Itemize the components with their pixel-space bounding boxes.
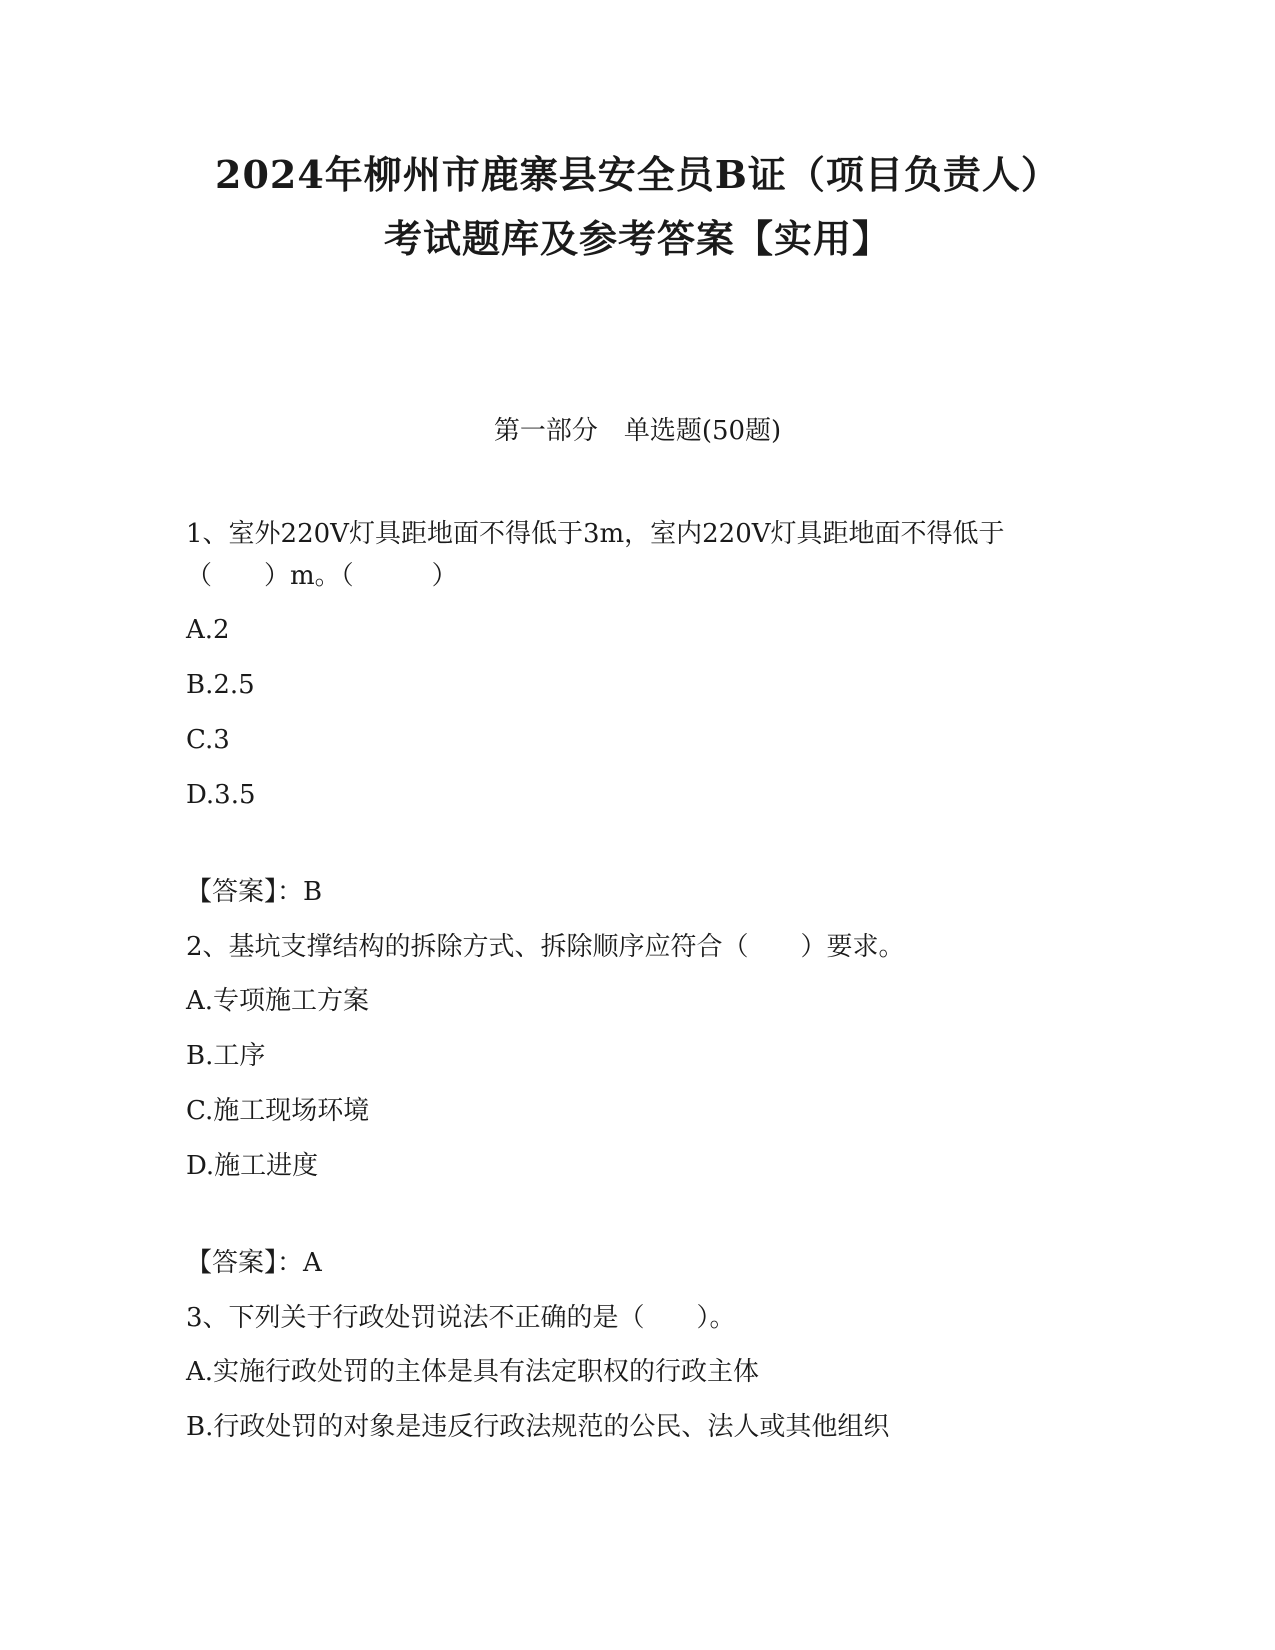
question-2-option-d: D.施工进度 xyxy=(186,1151,319,1181)
question-3-option-b: B.行政处罚的对象是违反行政法规范的公民、法人或其他组织 xyxy=(186,1412,890,1442)
question-3-option-a: A.实施行政处罚的主体是具有法定职权的行政主体 xyxy=(186,1357,760,1387)
question-2-option-a: A.专项施工方案 xyxy=(186,986,370,1016)
question-1-stem-line-2: （ ）m。（ ） xyxy=(186,561,458,591)
question-1-option-d: D.3.5 xyxy=(186,780,256,810)
question-1-option-c: C.3 xyxy=(186,725,230,755)
question-1-option-b: B.2.5 xyxy=(186,670,255,700)
question-1-option-a: A.2 xyxy=(186,615,230,645)
question-2-stem: 2、基坑支撑结构的拆除方式、拆除顺序应符合（ ）要求。 xyxy=(186,932,905,962)
question-2-option-b: B.工序 xyxy=(186,1041,266,1071)
section-heading: 第一部分 单选题(50题) xyxy=(493,416,782,446)
question-3-stem: 3、下列关于行政处罚说法不正确的是（ ）。 xyxy=(186,1303,736,1333)
question-2-answer: 【答案】：A xyxy=(186,1248,322,1278)
question-1-answer: 【答案】：B xyxy=(186,877,323,907)
question-1-stem-line-1: 1、室外220V灯具距地面不得低于3m，室内220V灯具距地面不得低于 xyxy=(186,519,1005,549)
question-2-option-c: C.施工现场环境 xyxy=(186,1096,370,1126)
document-title-line-1: 2024年柳州市鹿寨县安全员B证（项目负责人） xyxy=(215,152,1060,197)
document-title-line-2: 考试题库及参考答案【实用】 xyxy=(383,216,891,261)
